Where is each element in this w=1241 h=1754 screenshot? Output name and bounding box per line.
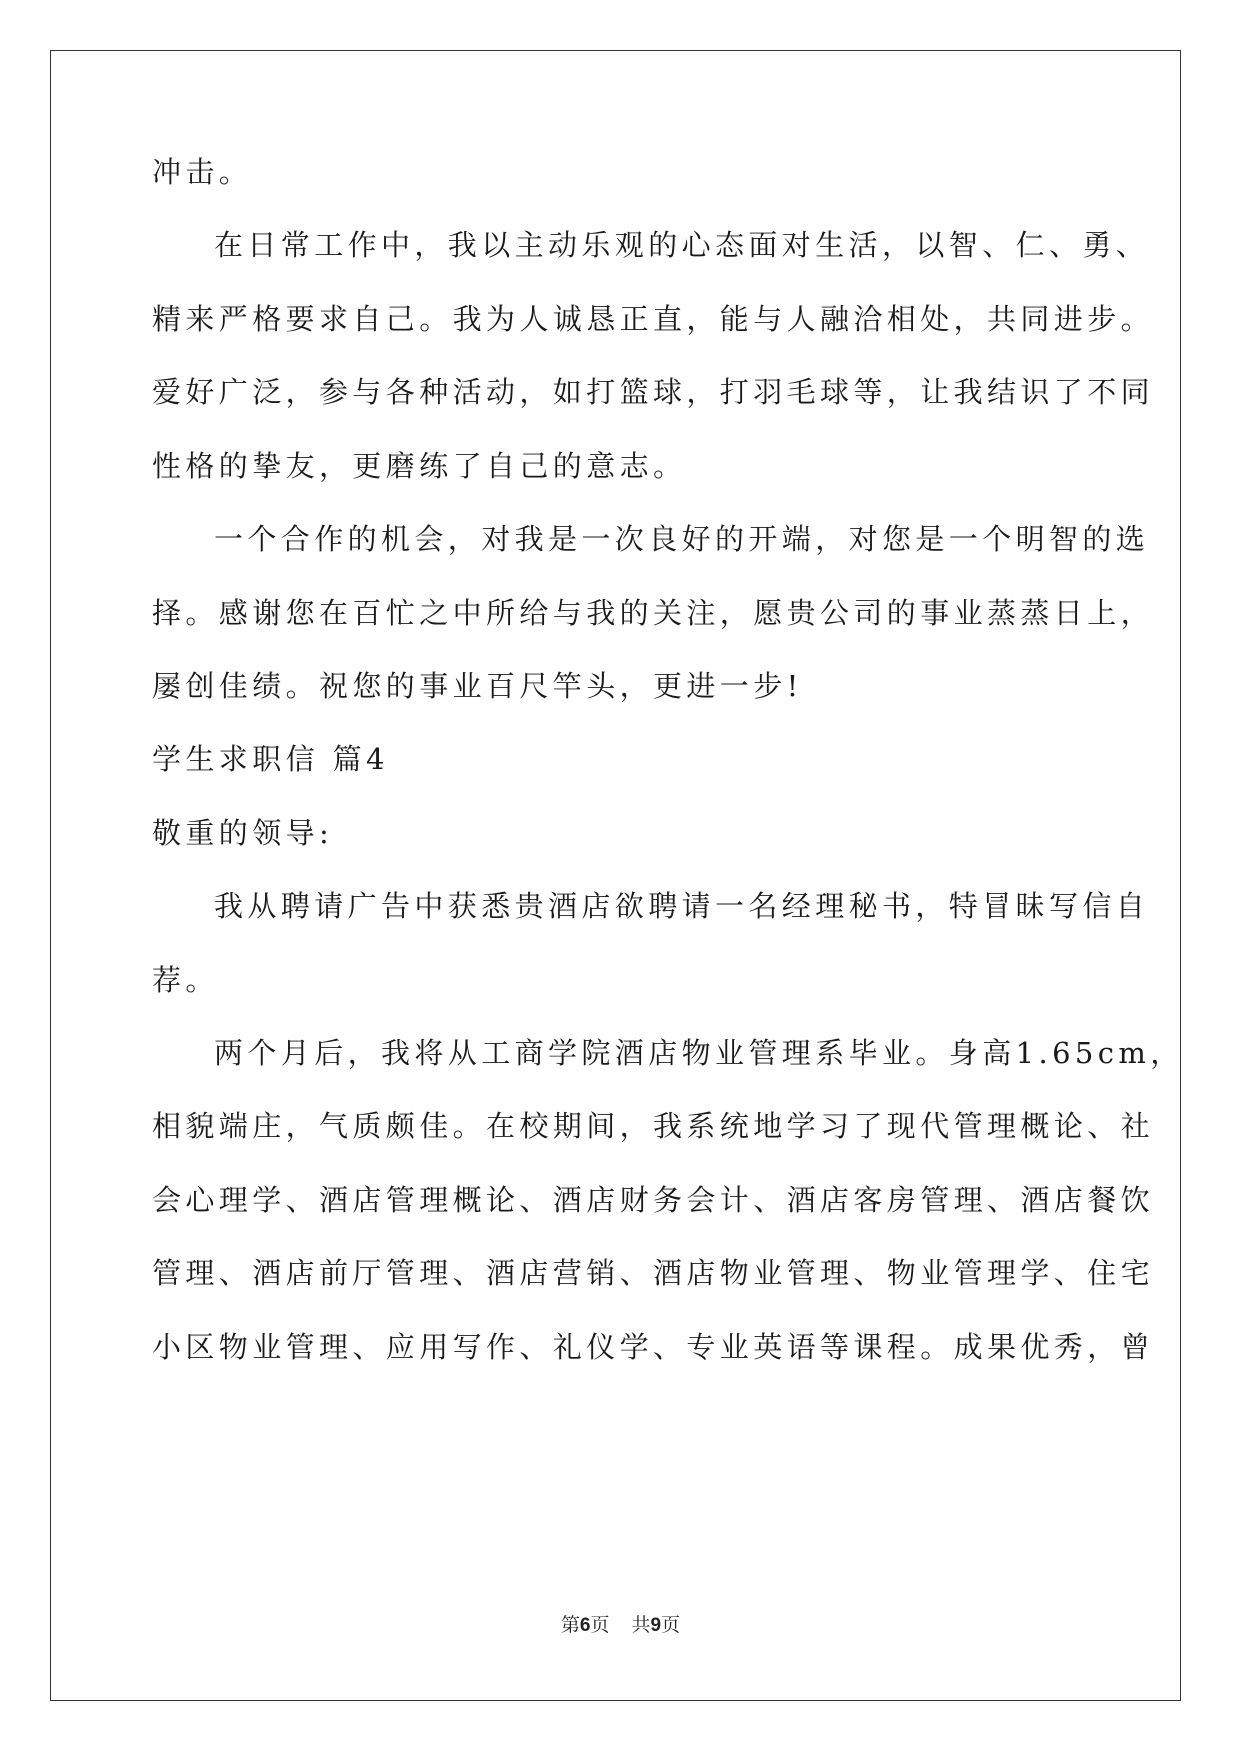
footer-total-number: 9 — [650, 1615, 662, 1636]
text-line: 精来严格要求自己。我为人诚恳正直，能与人融洽相处，共同进步。 — [152, 302, 1155, 336]
text-line: 冲击。 — [152, 155, 253, 189]
text-line: 荐。 — [152, 963, 219, 997]
text-line: 在日常工作中，我以主动乐观的心态面对生活，以智、仁、勇、 — [214, 228, 1150, 262]
section-heading: 学生求职信 篇4 — [152, 742, 389, 776]
page-frame — [50, 50, 1184, 1701]
text-line: 性格的挚友，更磨练了自己的意志。 — [152, 449, 687, 483]
footer-page-number: 6 — [579, 1615, 591, 1636]
text-line: 我从聘请广告中获悉贵酒店欲聘请一名经理秘书，特冒昧写信自 — [214, 889, 1150, 923]
page-footer — [0, 1612, 1241, 1639]
footer-total-prefix: 共 — [631, 1614, 651, 1636]
footer-total-suffix: 页 — [661, 1614, 681, 1636]
text-line: 一个合作的机会，对我是一次良好的开端，对您是一个明智的选 — [214, 522, 1150, 556]
text-line: 小区物业管理、应用写作、礼仪学、专业英语等课程。成果优秀，曾 — [152, 1330, 1155, 1364]
salutation: 敬重的领导: — [152, 816, 334, 850]
footer-page-prefix: 第 — [560, 1614, 580, 1636]
text-line: 择。感谢您在百忙之中所给与我的关注，愿贵公司的事业蒸蒸日上， — [152, 596, 1155, 630]
text-line: 相貌端庄，气质颇佳。在校期间，我系统地学习了现代管理概论、社 — [152, 1109, 1155, 1143]
text-line: 两个月后，我将从工商学院酒店物业管理系毕业。身高1.65cm， — [214, 1036, 1184, 1070]
text-line: 会心理学、酒店管理概论、酒店财务会计、酒店客房管理、酒店餐饮 — [152, 1183, 1155, 1217]
footer-page-suffix: 页 — [590, 1614, 610, 1636]
text-line: 爱好广泛，参与各种活动，如打篮球，打羽毛球等，让我结识了不同 — [152, 375, 1155, 409]
text-line: 屡创佳绩。祝您的事业百尺竿头，更进一步! — [152, 669, 803, 703]
text-line: 管理、酒店前厅管理、酒店营销、酒店物业管理、物业管理学、住宅 — [152, 1256, 1155, 1290]
